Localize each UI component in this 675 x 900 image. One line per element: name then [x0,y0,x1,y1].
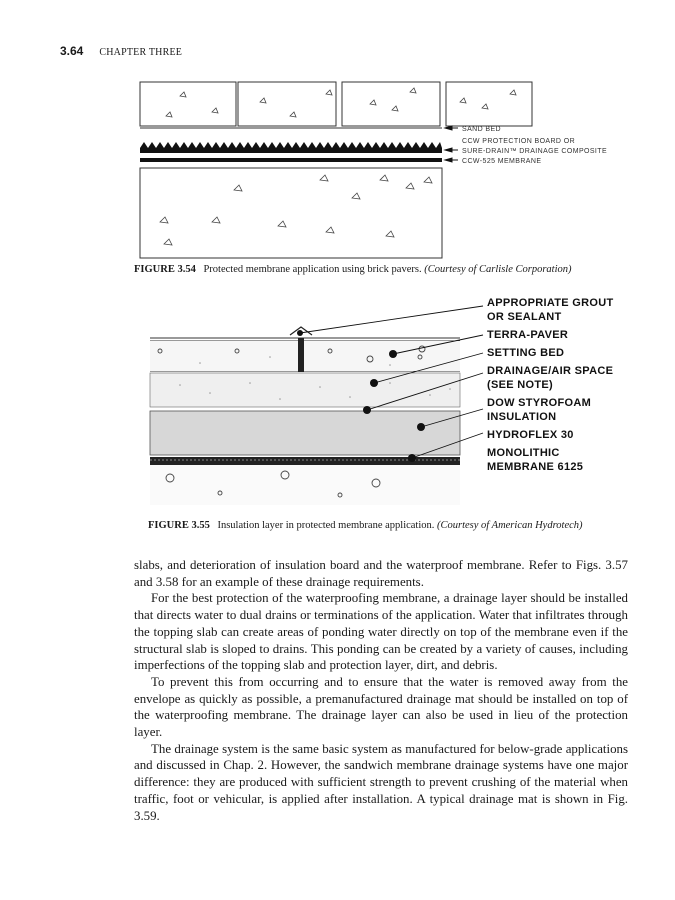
paragraph: For the best protection of the waterproofing membrane, a drainage layer should be installed that directs water to dual drains or terminations of the application. Water that infiltrates through the topping slab can create areas of ponding water directly on top of the membrane even if the structural slab is sloped to drains. This ponding can be created by a variety of causes, including imperfections of the topping slab and protection layer, dirt, and debris. [134,591,628,673]
fig-label-monolithic: MONOLITHIC [487,447,560,459]
fig-label-see-note: (SEE NOTE) [487,379,553,391]
fig-label-sand-bed: SAND BED [462,126,501,133]
grout-joint [298,338,304,372]
figure-3-54-diagram [130,72,630,262]
structural-slab [140,168,442,258]
leader-lines [445,126,458,162]
brick-paver [238,82,336,126]
setting-bed [150,341,460,371]
caption-text: Insulation layer in protected membrane application. [217,520,435,531]
figure-3-55-caption [148,519,583,532]
fig-label-membrane: CCW-525 MEMBRANE [462,158,542,165]
fig-label-membrane-6125: MEMBRANE 6125 [487,461,584,473]
fig-label-drainage-space: DRAINAGE/AIR SPACE [487,365,614,377]
body-text [134,557,628,824]
paragraph: slabs, and deterioration of insulation board and the waterproof membrane. Refer to Figs. 3.57 and 3.58 for an example of these drainage requirements. [134,558,628,589]
fig-label-drainage-composite: SURE-DRAIN™ DRAINAGE COMPOSITE [462,148,608,155]
membrane-layer [140,158,442,162]
paragraph: The drainage system is the same basic system as manufactured for below-grade applications and discussed in Chap. 2. However, the sandwich membrane drainage systems have one major difference: they are produced with sufficient strength to prevent crushing of the material when traffic, foot or vehicular, is applied after installation. A typical drainage mat is shown in Fig. 3.59. [134,741,628,823]
insulation-board [150,411,460,455]
chapter-title: CHAPTER THREE [99,47,183,58]
caption-text: Protected membrane application using brick pavers. [203,264,422,275]
protection-board [140,148,442,153]
caption-number: FIGURE 3.54 [134,264,196,275]
page-header [60,44,182,58]
brick-paver [446,82,532,126]
fig-label-setting-bed: SETTING BED [487,347,565,359]
aggregate-marks [160,88,516,245]
fig-label-terra-paver: TERRA-PAVER [487,329,569,341]
fig-label-protection-board: CCW PROTECTION BOARD OR [462,138,576,145]
fig-label-grout: APPROPRIATE GROUT [487,297,614,309]
drainage-composite [140,142,442,148]
fig-label-insulation: INSULATION [487,411,557,423]
caption-number: FIGURE 3.55 [148,520,210,531]
concrete-slab [150,465,460,505]
fig-label-hydroflex: HYDROFLEX 30 [487,429,574,441]
page-number: 3.64 [60,44,84,58]
caption-credit: (Courtesy of American Hydrotech) [437,520,583,531]
figure-3-55-diagram [140,293,635,508]
fig-label-sealant: OR SEALANT [487,311,562,323]
drainage-space [150,373,460,407]
paragraph: To prevent this from occurring and to ensure that the water is removed away from the envelope as quickly as possible, a premanufactured drainage mat should be installed on top of the waterproofing membrane. The drainage layer can also be used in lieu of the protection layer. [134,674,628,740]
fig-label-styrofoam: DOW STYROFOAM [487,397,592,409]
figure-3-54-caption [134,263,572,276]
brick-paver [140,82,236,126]
brick-paver [342,82,440,126]
caption-credit: (Courtesy of Carlisle Corporation) [424,264,572,275]
